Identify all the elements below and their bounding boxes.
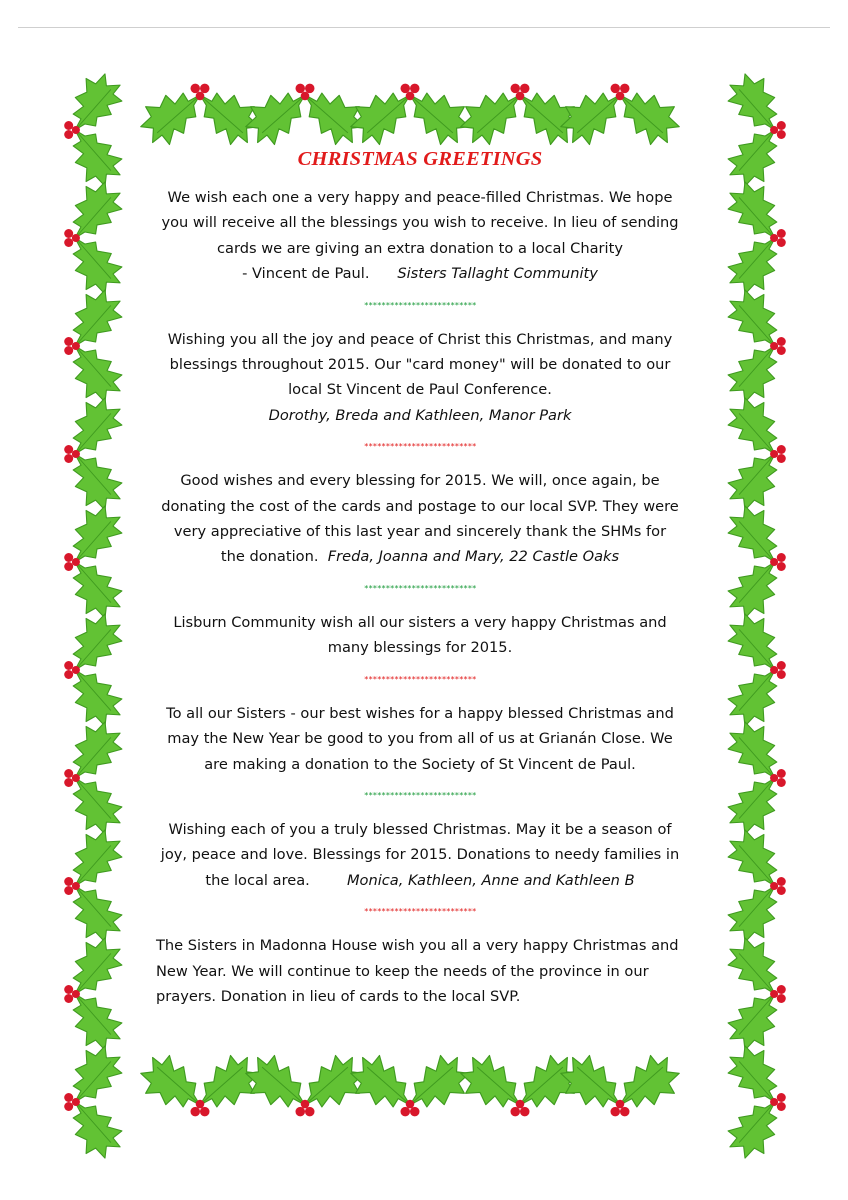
message-line: may the New Year be good to you from all of us at Grianán Close. We bbox=[167, 730, 673, 748]
holly-sprig-icon bbox=[64, 715, 128, 841]
message-line: Wishing you all the joy and peace of Christ this Christmas, and many bbox=[167, 330, 673, 348]
message-line: the donation. bbox=[220, 548, 319, 566]
greetings-content bbox=[150, 142, 690, 1009]
holly-sprig-icon bbox=[721, 931, 785, 1057]
holly-sprig-icon bbox=[64, 67, 128, 193]
message-line: very appreciative of this last year and sincerely thank the SHMs for bbox=[173, 523, 667, 541]
message-signature: Dorothy, Breda and Kathleen, Manor Park bbox=[268, 406, 572, 424]
separator: ************************** bbox=[363, 790, 477, 800]
holly-sprig-icon bbox=[721, 715, 785, 841]
holly-sprig-icon bbox=[64, 391, 128, 517]
holly-sprig-icon bbox=[721, 823, 785, 949]
holly-sprig-icon bbox=[721, 391, 785, 517]
message-4 bbox=[150, 610, 690, 661]
message-7 bbox=[150, 933, 690, 1009]
separator: ************************** bbox=[363, 442, 477, 452]
holly-sprig-icon bbox=[134, 1048, 267, 1116]
holly-sprig-icon bbox=[454, 1048, 587, 1116]
message-line: Lisburn Community wish all our sisters a very happy Christmas and bbox=[173, 613, 667, 631]
message-line: blessings throughout 2015. Our "card money" will be donated to our bbox=[169, 356, 671, 374]
separator: ************************** bbox=[363, 583, 477, 593]
separator: ************************** bbox=[363, 674, 477, 684]
holly-sprig-icon bbox=[64, 283, 128, 409]
holly-sprig-icon bbox=[344, 1048, 477, 1116]
message-5 bbox=[150, 701, 690, 777]
separator: ************************** bbox=[363, 300, 477, 310]
message-line: Good wishes and every blessing for 2015. We will, once again, be bbox=[180, 472, 660, 490]
separator: ************************** bbox=[363, 907, 477, 917]
message-2 bbox=[150, 327, 690, 429]
holly-sprig-icon bbox=[64, 823, 128, 949]
message-line: the local area. bbox=[205, 871, 310, 889]
message-signature: Sisters Tallaght Community bbox=[397, 265, 598, 283]
message-signature: Monica, Kathleen, Anne and Kathleen B bbox=[346, 871, 635, 889]
holly-sprig-icon bbox=[64, 931, 128, 1057]
message-line: cards we are giving an extra donation to a local Charity bbox=[217, 239, 623, 257]
holly-sprig-icon bbox=[721, 283, 785, 409]
page-title: CHRISTMAS GREETINGS bbox=[297, 148, 543, 170]
message-line: you will receive all the blessings you wish to receive. In lieu of sending bbox=[161, 214, 679, 232]
message-line: donating the cost of the cards and postage to our local SVP. They were bbox=[161, 497, 679, 515]
message-line: are making a donation to the Society of St Vincent de Paul. bbox=[204, 755, 636, 773]
message-line: - Vincent de Paul. bbox=[242, 265, 370, 283]
message-line: many blessings for 2015. bbox=[327, 639, 513, 657]
holly-sprig-icon bbox=[64, 1039, 128, 1165]
holly-sprig-icon bbox=[64, 499, 128, 625]
holly-sprig-icon bbox=[721, 607, 785, 733]
message-line: prayers. Donation in lieu of cards to the local SVP. bbox=[156, 987, 521, 1005]
holly-sprig-icon bbox=[239, 1048, 372, 1116]
holly-sprig-icon bbox=[721, 499, 785, 625]
message-line: We wish each one a very happy and peace-filled Christmas. We hope bbox=[167, 189, 673, 206]
holly-sprig-icon bbox=[721, 1039, 785, 1165]
message-line: joy, peace and love. Blessings for 2015. Donations to needy families in bbox=[160, 846, 680, 864]
holly-sprig-icon bbox=[554, 1048, 687, 1116]
holly-sprig-icon bbox=[64, 175, 128, 301]
holly-sprig-icon bbox=[721, 67, 785, 193]
holly-sprig-icon bbox=[721, 175, 785, 301]
message-3 bbox=[150, 468, 690, 570]
message-line: local St Vincent de Paul Conference. bbox=[288, 381, 552, 399]
message-6 bbox=[150, 817, 690, 893]
message-line: To all our Sisters - our best wishes for a happy blessed Christmas and bbox=[166, 704, 674, 722]
message-line: Wishing each of you a truly blessed Christmas. May it be a season of bbox=[168, 820, 672, 838]
message-line: The Sisters in Madonna House wish you all a very happy Christmas and bbox=[156, 937, 679, 955]
message-signature: Freda, Joanna and Mary, 22 Castle Oaks bbox=[327, 548, 620, 566]
message-line: New Year. We will continue to keep the needs of the province in our bbox=[156, 962, 649, 980]
message-1 bbox=[150, 185, 690, 287]
holly-sprig-icon bbox=[64, 607, 128, 733]
